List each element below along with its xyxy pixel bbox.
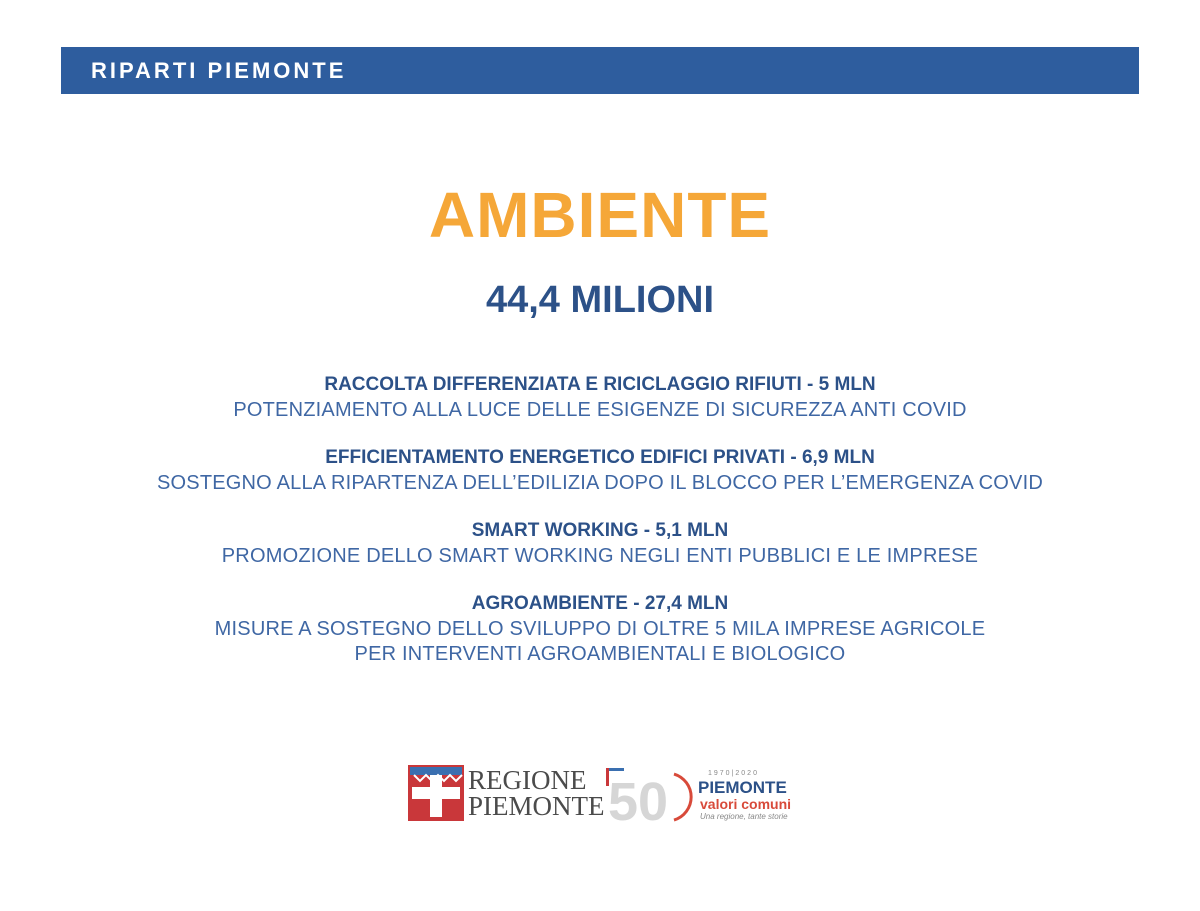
regione-line2: PIEMONTE bbox=[468, 791, 605, 821]
regione-piemonte-emblem-icon bbox=[408, 765, 464, 821]
anniversary-tagline: Una regione, tante storie bbox=[700, 812, 788, 821]
page-title: AMBIENTE bbox=[428, 179, 772, 251]
total-amount: 44,4 MILIONI bbox=[485, 279, 715, 321]
list-item bbox=[0, 372, 1200, 423]
list-item bbox=[0, 518, 1200, 569]
item-heading: AGROAMBIENTE - 27,4 MLN bbox=[471, 593, 729, 614]
item-description: PROMOZIONE DELLO SMART WORKING NEGLI ENTI PUBBLICI E LE IMPRESE bbox=[221, 545, 979, 567]
list-item bbox=[0, 591, 1200, 667]
item-heading: EFFICIENTAMENTO ENERGETICO EDIFICI PRIVATI - 6,9 MLN bbox=[325, 447, 875, 468]
regione-piemonte-logo bbox=[408, 764, 605, 822]
anniversary-subtitle: valori comuni bbox=[700, 796, 792, 812]
item-description: MISURE A SOSTEGNO DELLO SVILUPPO DI OLTRE 5 MILA IMPRESE AGRICOLE bbox=[214, 618, 986, 640]
header-bar bbox=[61, 47, 1139, 94]
funding-list bbox=[0, 372, 1200, 689]
item-heading: RACCOLTA DIFFERENZIATA E RICICLAGGIO RIFIUTI - 5 MLN bbox=[324, 374, 876, 395]
item-description: POTENZIAMENTO ALLA LUCE DELLE ESIGENZE DI SICUREZZA ANTI COVID bbox=[233, 399, 967, 421]
anniversary-years: 1970|2020 bbox=[708, 770, 759, 777]
piemonte-50-logo bbox=[604, 762, 804, 826]
item-heading: SMART WORKING - 5,1 MLN bbox=[471, 520, 729, 541]
regione-wordmark bbox=[468, 767, 605, 819]
item-description: PER INTERVENTI AGROAMBIENTALI E BIOLOGICO bbox=[354, 643, 846, 665]
regione-line1: REGIONE bbox=[468, 765, 587, 795]
item-description: SOSTEGNO ALLA RIPARTENZA DELL’EDILIZIA DOPO IL BLOCCO PER L’EMERGENZA COVID bbox=[156, 472, 1043, 494]
anniversary-number: 50 bbox=[608, 772, 669, 826]
footer-logos bbox=[408, 762, 808, 826]
piemonte-50-logo-icon bbox=[604, 762, 694, 826]
list-item bbox=[0, 445, 1200, 496]
header-title: RIPARTI PIEMONTE bbox=[91, 57, 347, 83]
anniversary-name: PIEMONTE bbox=[698, 778, 787, 797]
